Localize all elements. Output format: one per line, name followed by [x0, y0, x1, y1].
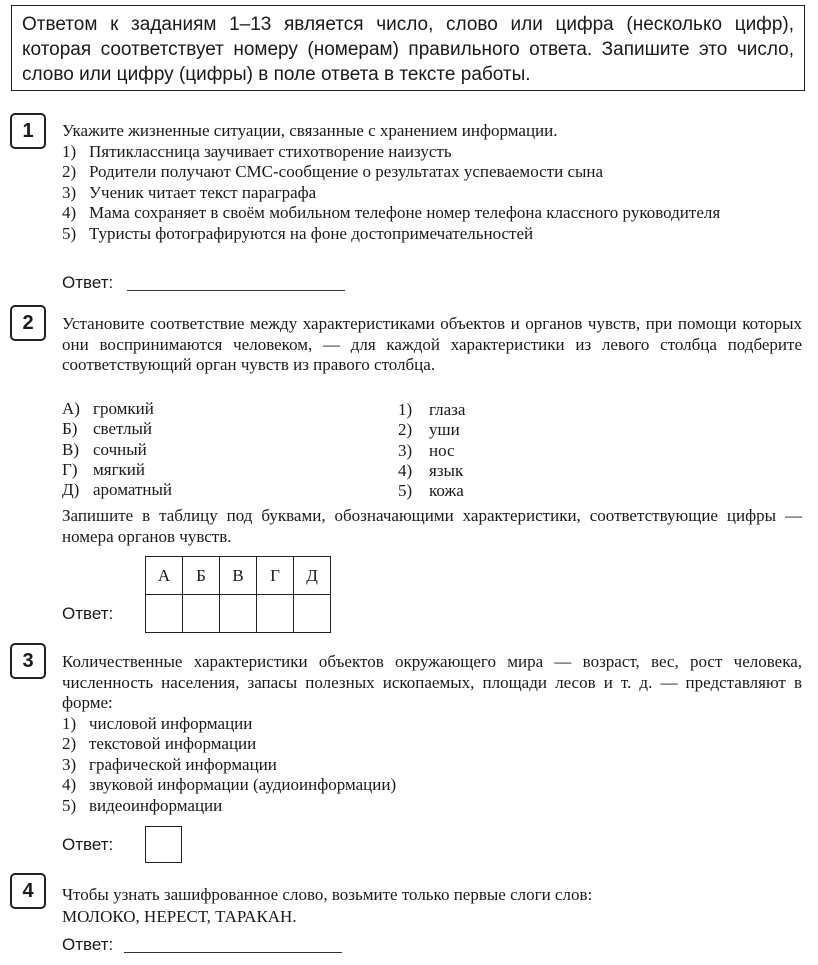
q2-answer-label: Ответ:: [62, 604, 114, 623]
q3-option-3: 3) графической информации: [62, 754, 277, 774]
q1-option-4: 4) Мама сохраняет в своём мобильном телефоне номер телефона классного руководителя: [62, 203, 721, 222]
q3-option-2: 2) текстовой информации: [62, 734, 257, 753]
q3-option-1: 1) числовой информации: [62, 713, 253, 733]
table-header-a: А: [146, 557, 183, 595]
q3-answer-label: Ответ:: [62, 835, 114, 854]
q2-right-item-2: 2) уши: [398, 420, 460, 440]
question-number-1: 1: [10, 113, 46, 149]
answer-cell-d[interactable]: [294, 595, 331, 633]
question-1: [62, 121, 802, 244]
table-header-d: Д: [294, 557, 331, 595]
q2-right-item-1: 1) глаза: [398, 400, 466, 419]
q2-instruction: Запишите в таблицу под буквами, обозначающими характеристики, соответствующие цифры — номера органов чувств.: [62, 506, 802, 546]
q4-answer-field[interactable]: [124, 952, 342, 953]
q4-answer-label: Ответ:: [62, 935, 114, 954]
q2-right-item-4: 4) язык: [398, 460, 464, 480]
q2-left-column: [62, 399, 172, 500]
q2-left-item-a: А) громкий: [62, 399, 154, 418]
question-number-3: 3: [10, 643, 46, 679]
q2-left-item-b: Б) светлый: [62, 419, 153, 439]
q3-option-4: 4) звуковой информации (аудиоинформации): [62, 775, 397, 794]
q1-answer-label: Ответ:: [62, 273, 114, 292]
q2-right-item-5: 5) кожа: [398, 481, 464, 501]
q1-option-2: 2) Родители получают СМС-сообщение о результатах успеваемости сына: [62, 162, 604, 181]
answer-cell-a[interactable]: [146, 595, 183, 633]
q2-answer-table: [145, 556, 331, 633]
table-header-b: Б: [183, 557, 220, 595]
question-2-prompt: Установите соответствие между характеристиками объектов и органов чувств, при помощи которых они воспринимаются человеком, — для каждой характеристики из левого столбца подберите соответствующий орган чувств из правого столбца.: [62, 314, 802, 374]
answer-cell-v[interactable]: [220, 595, 257, 633]
q1-option-5: 5) Туристы фотографируются на фоне достопримечательностей: [62, 223, 534, 243]
q1-option-3: 3) Ученик читает текст параграфа: [62, 182, 317, 202]
question-3-prompt: Количественные характеристики объектов окружающего мира — возраст, вес, рост человека, численность населения, запасы полезных ископаемых, площади лесов и т. д. — представляют в форме:: [62, 652, 802, 712]
table-header-v: В: [220, 557, 257, 595]
instructions-box: Ответом к заданиям 1–13 является число, слово или цифра (несколько цифр), которая соответствует номеру (номерам) правильного ответа. Запишите это число, слово или цифру (цифры) в поле ответа в тексте работы.: [11, 5, 805, 91]
q2-right-column: [398, 400, 465, 501]
question-4-prompt: Чтобы узнать зашифрованное слово, возьмите только первые слоги слов:: [62, 885, 593, 904]
question-number-4: 4: [10, 873, 46, 909]
answer-cell-b[interactable]: [183, 595, 220, 633]
table-header-g: Г: [257, 557, 294, 595]
question-4: [62, 884, 802, 928]
q1-option-1: 1) Пятиклассница заучивает стихотворение наизусть: [62, 141, 452, 161]
question-3: [62, 652, 802, 816]
q2-left-item-d: Д) ароматный: [62, 480, 173, 500]
q2-right-item-3: 3) нос: [398, 440, 455, 460]
question-1-prompt: Укажите жизненные ситуации, связанные с хранением информации.: [62, 121, 558, 140]
question-4-words: МОЛОКО, НЕРЕСТ, ТАРАКАН.: [62, 907, 297, 926]
q2-left-item-g: Г) мягкий: [62, 459, 146, 479]
q1-answer-field[interactable]: [127, 290, 345, 291]
question-number-2: 2: [10, 305, 46, 341]
q3-option-5: 5) видеоинформации: [62, 795, 223, 815]
q3-answer-box[interactable]: [145, 826, 182, 863]
answer-cell-g[interactable]: [257, 595, 294, 633]
q2-left-item-v: В) сочный: [62, 439, 147, 459]
